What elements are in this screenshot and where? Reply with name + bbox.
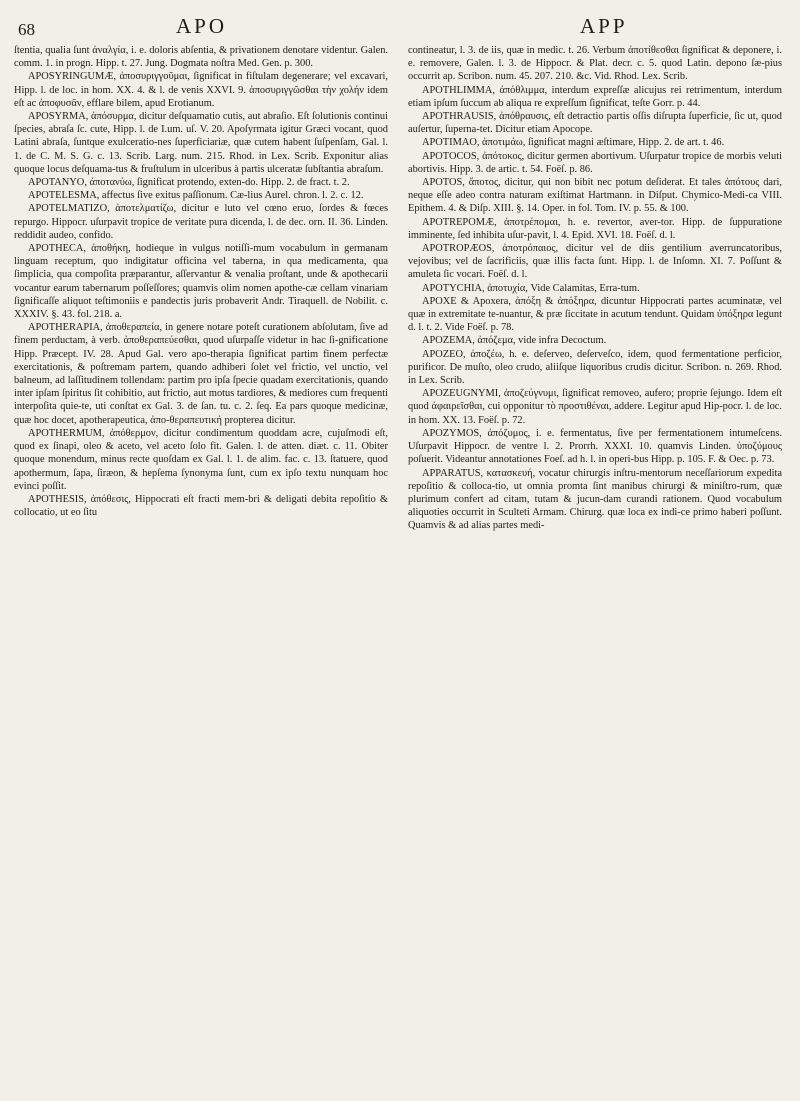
entry-apoxe: APOXE & Apoxera, ἀπόξη & ἀπόξηρα, dicuntur Hippocrati partes acuminatæ, vel quæ in extremitate te-nuantur, & præ ſiccitate in acutum tendunt. Quidam ὑπόξηρα legunt d. l. t. 2. Vide Foëſ. p. 78. <box>408 295 782 334</box>
entry-apotrepomae: APOTREPOMÆ, ἀποτρέπομαι, h. e. revertor, aver-tor. Hipp. de ſuppuratione imminente, ſed inhibita uſur-pavit, l. 4. Epid. XVI. 18. Foëſ. d. l. <box>408 216 782 241</box>
entry-continuation: contineatur, l. 3. de iis, quæ in medic. t. 26. Verbum ἀποτίθεσθαι ſignificat & deponere, i. e. removere, Galen. l. 3. de Hippocr. & Plat. decr. c. 5. quod Latin. depono ſæ-pius occurrit ap. Scribon. num. 45. 207. 210. &c. Vid. Rhod. Lex. Scrib. <box>408 45 782 83</box>
entry-aposyrma: APOSYRMA, ἀπόσυρμα, dicitur deſquamatio cutis, aut abraſio. Eſt ſolutionis continui ſpecies, abraſa ſc. cute, Hipp. l. de I.um. uſ. V. 20. Apoſyrmata igitur Græci vocant, quod Latini abraſa, ſuntque exulceratio-nes ſuperficiariæ, quæ cutem habent ſuſpenſam, Gal. l. 1. de C. M. S. G. c. 13. Scrib. Larg. num. 215. Rhod. in Lex. Scrib. Exponitur alias quoque locus deſquama-tus & fruſtulum in ulceribus à partis ulceratæ ſubſtantia abraſum. <box>14 111 388 175</box>
entry-apothesis: APOTHESIS, ἀπόθεσις, Hippocrati eſt fracti mem-bri & deligati debita repoſitio & collocatio, ut eo ſitu <box>14 493 388 519</box>
entry-apotos: APOTOS, ἄποτος, dicitur, qui non bibit nec potum deſiderat. Et tales ἀπότους dari, neque eſſe adeo contra naturam exiſtimat Hartmann. in Diſput. Chymico-Medi-ca VIII. Epithem. 4. & Diſp. XIII. §. 14. Oper. in fol. Tom. IV. p. 55. & 100. <box>408 177 782 215</box>
entry-continuation: ſtentia, qualia ſunt ἀναλγία, i. e. doloris abſentia, & privationem denotare videntur. Galen. comm. 1. in progn. Hipp. t. 27. Jung. Dogmata noſtra Med. Gen. p. 300. <box>14 45 388 70</box>
entry-apozymos: APOZYMOS, ἀπόζυμος, i. e. fermentatus, ſive per fermentationem intumeſcens. Uſurpavit Hippocr. de ventre l. 2. Prorrh. XXXI. 10. quamvis Linden. ὑποζύμους poſuerit. Videantur annotationes Foeſ. ad h. l. in operi-bus Hipp. p. 105. F. & Oec. p. 73. <box>408 427 782 466</box>
left-column <box>14 44 388 519</box>
entry-apotelmatizo: APOTELMATIZO, ἀποτελματίζω, dicitur e luto vel cœno eruo, ſordes & fœces repurgo. Hippocr. uſurpavit tropice de veritate pura dicenda, l. de dec. orn. II. 36. Linden. reddidit audeo, confido. <box>14 203 388 241</box>
entry-apparatus: APPARATUS, κατασκευή, vocatur chirurgis inſtru-mentorum neceſſariorum expedita repoſitio & colloca-tio, ut omnia promta ſint manibus chirurgi & miniſtro-rum, quæ plurimum confert ad citam, tutam & jucun-dam curandi rationem. Quod vocabulum aliquoties occurrit in Sculteti Armam. Chirurg. quæ loca ex indi-ce primo haberi poſſunt. Quamvis & ad alias partes medi- <box>408 467 782 532</box>
entry-apotherapia: APOTHERAPIA, ἀποθεραπεία, in genere notare poteſt curationem abſolutam, ſive ad finem perductam, à verb. ἀποθεραπεύεσθαι, quod uſurpaſſe videtur in hac ſi-gnificatione Hipp. Præcept. IV. 28. Apud Gal. vero apo-therapia ſignificat partim finem perfectæ exercitationis, & poſtremam partem, quando adhiberi ſolet vel frictio, vel unctio, vel balneum, ad laſſitudinem tollendam: partim pro ipſa ſpecie quadam exercitationis, quando inter ipſam ſpiritus ſit cohibitio, aut frictio, aut motus tardiores, & mediores cum frequenti interpoſita quie-te, uti conſtat ex Gal. 3. de ſan. tu. c. 2. ſeq. Ea pars quoque medicinæ, quæ hoc docet, apotherapeutica, ἀπο-θεραπευτική propterea dicitur. <box>14 322 388 426</box>
entry-apotanyo: APOTANYO, ἀποτανύω, ſignificat protendo, exten-do. Hipp. 2. de fract. t. 2. <box>28 177 350 189</box>
entry-apozeo: APOZEO, ἀποζέω, h. e. deſerveo, deſerveſco, idem, quod fermentatione perficior, purificor. De muſto, oleo crudo, aliiſque liquoribus crudis dicitur. Scribon. n. 269. Rhod. in Lex. Scrib. <box>408 348 782 387</box>
running-head-left: APO <box>176 14 228 38</box>
entry-apotelesma: APOTELESMA, affectus ſive exitus paſſionum. Cæ-lius Aurel. chron. l. 2. c. 12. <box>28 190 364 202</box>
entry-apotimao: APOTIMAO, ἀποτιμάω, ſignificat magni æſtimare, Hipp. 2. de art. t. 46. <box>422 137 725 149</box>
right-column <box>408 44 782 533</box>
entry-apothrausis: APOTHRAUSIS, ἀπόθραυσις, eſt detractio partis oſſis diſrupta ſuperficie, ſic ut, quod auſertur, ſuperna-tet. Dicitur etiam Apocope. <box>408 111 782 136</box>
page-header <box>0 12 800 42</box>
running-head-right: APP <box>580 14 628 38</box>
entry-apothermum: APOTHERMUM, ἀπόθερμον, dicitur condimentum quoddam acre, cujuſmodi eſt, quod ex ſinapi, oleo & aceto, vel aceto ſolo fit. Galen. l. de atten. diæt. c. 11. Obiter quoque monendum, minus recte quoſdam ex Gal. l. 1. de alim. fac. c. 13. ſtatuere, quod apothermum, ſapa, ſiræon, & hepſema ſynonyma ſunt, cum ex ipſo textu nunquam hoc evinci poſſit. <box>14 427 388 492</box>
entry-apothlimma: APOTHLIMMA, ἀπόθλιμμα, interdum expreſſæ alicujus rei retrimentum, interdum etiam ipſum ſuccum ab aliqua re expreſſum ſignificat, teſte Gorr. p. 44. <box>408 84 782 109</box>
entry-apozeugnymi: APOZEUGNYMI, ἀποζεύγνυμι, ſignificat removeo, aufero; proprie ſejungo. Idem eſt quod ἀφαιρεῖσθαι, cui opponitur τὸ προστιθέναι, addere. Legitur apud Hip-pocr. l. de loc. in hom. XX. 13. Foëſ. p. 72. <box>408 388 782 426</box>
entry-apotychia: APOTYCHIA, ἀποτυχία, Vide Calamitas, Erra-tum. <box>422 282 640 294</box>
entry-apozema: APOZEMA, ἀπόζεμα, vide infra Decoctum. <box>422 335 607 347</box>
entry-apotheca: APOTHECA, ἀποθήκη, hodieque in vulgus notiſſi-mum vocabulum in germanam linguam receptum, quo indigitatur officina vel taberna, in qua medicamenta, qua ſimplicia, qua compoſita præparantur, aſſervantur & venalia proſtant, unde & apothecarii vocantur earum tabernarum poſſeſſores; quamvis olim nomen apothe-cæ cellam vinariam ſignificaſſe aliquot teſtimoniis e pandectis juris probaverit Andr. Tiraquell. de Nobilit. c. XXXIV. §. 43. fol. 218. a. <box>14 243 388 321</box>
entry-apotropaeos: APOTROPÆOS, ἀποτρόπαιος, dicitur vel de diis gentilium averruncatoribus, vejovibus; vel de ſacrificiis, quæ illis facta ſunt. Hipp. l. de Inſomn. XI. 7. Poſſunt & amuleta ſic vocari. Foëſ. d. l. <box>408 243 782 281</box>
entry-aposyringumae: APOSYRINGUMÆ, ἀποσυριγγοῦμαι, ſignificat in fiſtulam degenerare; vel excavari, Hipp. l. de loc. in hom. XX. 4. & l. de venis XXVI. 9. ἀποσυριγγῶσθαι τὴν χολήν idem eſt ac ἀποφυσᾶν, efflare bilem, apud Erotianum. <box>14 71 388 109</box>
page-number: 68 <box>18 20 35 39</box>
entry-apotocos: APOTOCOS, ἀπότοκος, dicitur germen abortivum. Uſurpatur tropice de morbis veluti abortivis. Hipp. 3. de artic. t. 54. Foëſ. p. 86. <box>408 150 782 175</box>
